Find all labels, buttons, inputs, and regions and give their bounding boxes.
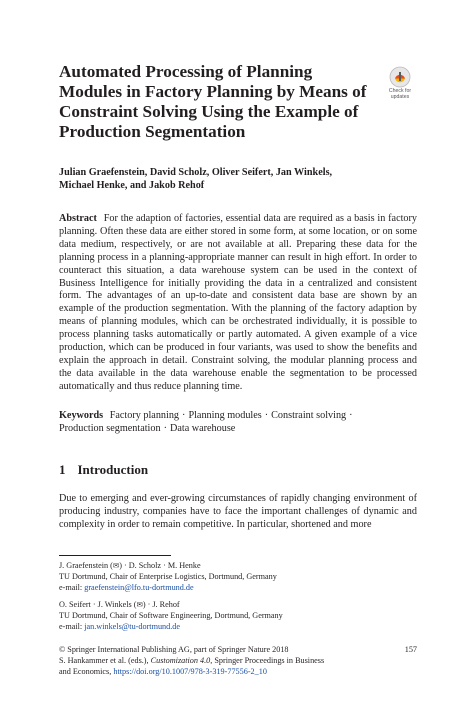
badge-label-line2: updates (390, 93, 410, 100)
paper-title: Automated Processing of Planning Modules in Factory Planning by Means of Constraint Solving Using the Example of Production Segmentation (59, 62, 367, 141)
affiliation-1-institution: TU Dortmund, Chair of Enterprise Logistics, Dortmund, Germany (59, 571, 277, 581)
abstract-text: For the adaption of factories, essential data are required as a basis in factory planning. Often these data are either stored in some form, at some location, or on some data medium, respectively, or are not available at all. Preparing these data for the planning process in a planning-appropriate manner can result in high effort. In order to counteract this situation, a data warehouse system can be used in the context of Business Intelligence for initially providing the data in a centralized and consistent form. The advantages of an up-to-date and consistent data base are shown by an example of the production segmentation. With the planning of the factory adaption by means of planning modules, which can be orchestrated individually, it is possible to process planning tasks automatically or partly automated. A given example of a vice production, which can be produced in four variants, was used to show the benefits and explain the approach in detail. Constraint solving, the modular planning process and the data available in the data warehouse enable the segmentation to be processed automatically and thus reduce planning time. (59, 213, 418, 392)
affiliation-1-email-row (59, 583, 417, 594)
authors-line-1: Julian Graefenstein, David Scholz, Oliver Seifert, Jan Winkels, (59, 167, 333, 178)
keyword-separator: · (264, 410, 269, 421)
abstract-label: Abstract (59, 213, 97, 224)
keyword-separator: · (349, 410, 353, 421)
email-link[interactable]: jan.winkels@tu-dortmund.de (84, 621, 181, 631)
keyword: Planning modules (188, 410, 262, 421)
affiliation-2-email-row (59, 622, 417, 633)
check-for-updates-icon (389, 66, 411, 88)
email-label: e-mail: (59, 621, 85, 631)
email-link[interactable]: graefenstein@lfo.tu-dortmund.de (84, 582, 194, 592)
keyword: Factory planning (109, 410, 180, 421)
authors-line-2: Michael Henke, and Jakob Rehof (59, 180, 205, 191)
book-title: Customization 4.0 (150, 655, 211, 665)
copyright-line: © Springer International Publishing AG, part of Springer Nature 2018 (59, 645, 289, 654)
keyword: Production segmentation (59, 422, 161, 434)
affiliation-2-institution: TU Dortmund, Chair of Software Engineering, Dortmund, Germany (59, 610, 283, 620)
doi-line: and Economics, https://doi.org/10.1007/978-3-319-77556-2_10 (59, 666, 267, 676)
intro-paragraph: Due to emerging and ever-growing circumstances of rapidly changing environment of producing industry, companies have to face the important challenges of dynamic and complexity in order to remain competitive. In particular, shortened and more (59, 493, 417, 531)
section-heading (59, 462, 148, 478)
keyword: Data warehouse (169, 422, 236, 434)
affiliation-1 (59, 561, 417, 594)
keyword-separator: · (163, 422, 167, 434)
keyword-separator: · (182, 410, 186, 421)
affiliation-2 (59, 600, 417, 633)
badge-label-line1: Check for (388, 88, 412, 94)
affiliation-1-names: J. Graefenstein (✉) · D. Scholz · M. Henke (59, 561, 201, 570)
section-title: Introduction (77, 462, 149, 477)
keywords-label: Keywords (59, 410, 104, 421)
affiliation-2-names: O. Seifert · J. Winkels (✉) · J. Rehof (59, 600, 180, 609)
section-number: 1 (59, 462, 66, 477)
author-list (59, 166, 359, 192)
copyright-block (59, 645, 389, 678)
doi-link[interactable]: https://doi.org/10.1007/978-3-319-77556-2_10 (113, 666, 267, 676)
email-label: e-mail: (59, 582, 85, 592)
check-for-updates-badge[interactable] (383, 66, 417, 100)
keywords (59, 410, 417, 436)
citation-line: S. Hankammer et al. (eds.), Customization 4.0, Springer Proceedings in Business (59, 655, 325, 665)
envelope-icon: ✉ (136, 600, 143, 609)
keyword: Constraint solving (271, 410, 347, 421)
envelope-icon: ✉ (112, 561, 120, 570)
footnote-divider (59, 555, 171, 556)
abstract (59, 213, 417, 394)
page-number: 157 (404, 645, 417, 654)
